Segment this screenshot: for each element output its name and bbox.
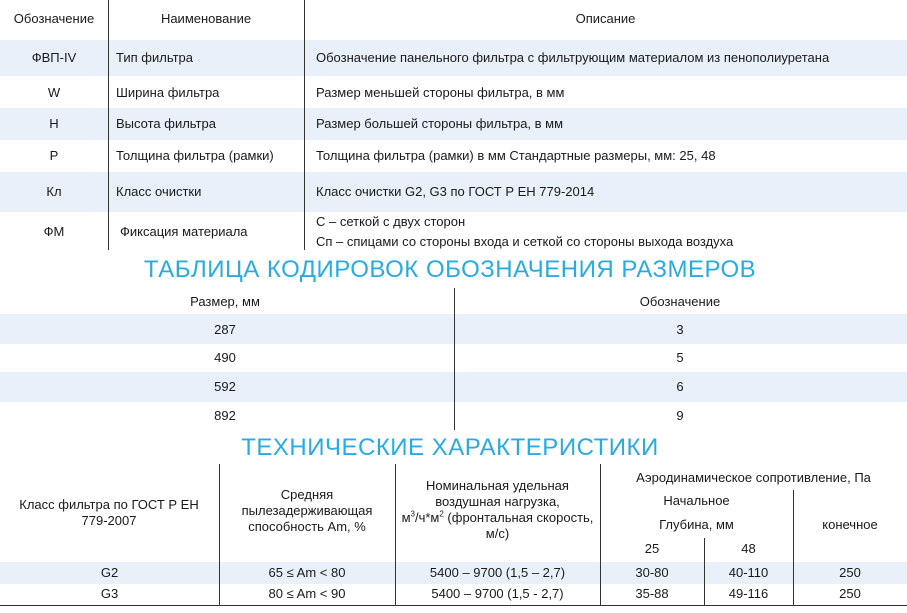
header-size: Размер, мм: [190, 294, 260, 309]
row-code: ФВП-IV: [31, 50, 77, 65]
unit-post: (фронтальная скорость, м/с): [443, 510, 594, 541]
row-desc: Обозначение панельного фильтра с фильтрующим материалом из пенополиуретана: [316, 50, 830, 65]
row-code: W: [47, 85, 61, 100]
row-name: Фиксация материала: [120, 224, 248, 239]
header-depth-48: 48: [741, 541, 756, 556]
column-divider: [219, 464, 220, 606]
row-desc: Размер меньшей стороны фильтра, в мм: [316, 85, 565, 100]
size-value: 592: [214, 379, 236, 394]
size-value: 287: [214, 322, 236, 337]
row-d25: 30-80: [635, 565, 669, 580]
row-name: Класс очистки: [116, 184, 202, 199]
row-code: P: [49, 148, 59, 163]
row-desc: Размер большей стороны фильтра, в мм: [316, 116, 564, 131]
row-final: 250: [839, 586, 861, 601]
row-name: Ширина фильтра: [116, 85, 220, 100]
row-class: G3: [100, 586, 119, 601]
header-air-load: [400, 478, 595, 542]
designation-value: 3: [676, 322, 684, 337]
header-final: конечное: [822, 517, 878, 532]
row-code: H: [49, 116, 59, 131]
row-final: 250: [839, 565, 861, 580]
row-name: Тип фильтра: [116, 50, 193, 65]
row-desc: Толщина фильтра (рамки) в мм Стандартные размеры, мм: 25, 48: [316, 148, 716, 163]
designation-value: 5: [676, 350, 684, 365]
row-code: ФМ: [43, 224, 65, 239]
header-designation: Обозначение: [639, 294, 721, 309]
header-code: Обозначение: [13, 11, 95, 26]
row-desc-line2: Сп – спицами со стороны входа и сеткой со стороны выхода воздуха: [316, 234, 734, 249]
size-value: 892: [214, 408, 236, 423]
designation-value: 6: [676, 379, 684, 394]
row-name: Толщина фильтра (рамки): [116, 148, 274, 163]
section-title-sizes: ТАБЛИЦА КОДИРОВОК ОБОЗНАЧЕНИЯ РАЗМЕРОВ: [143, 256, 757, 283]
row-d48: 49-116: [728, 586, 769, 601]
unit-m: м: [401, 510, 411, 525]
row-d48: 40-110: [728, 565, 769, 580]
row-am: 65 ≤ Am < 80: [268, 565, 346, 580]
size-value: 490: [214, 350, 236, 365]
bottom-rule: [0, 605, 907, 606]
row-load: 5400 – 9700 (1,5 - 2,7): [431, 586, 564, 601]
row-desc: Класс очистки G2, G3 по ГОСТ Р ЕН 779-2014: [316, 184, 595, 199]
row-code: Кл: [46, 184, 62, 199]
header-desc: Описание: [575, 11, 636, 26]
row-class: G2: [100, 565, 119, 580]
column-divider: [454, 288, 455, 430]
unit-sup-3: 3: [410, 509, 415, 519]
header-air-load-unit: [400, 510, 595, 542]
header-air-load-line1: Номинальная удельная воздушная нагрузка,: [426, 478, 569, 509]
unit-sup-2: 2: [439, 509, 444, 519]
row-d25: 35-88: [635, 586, 669, 601]
column-divider: [304, 0, 305, 250]
header-depth-25: 25: [644, 541, 660, 556]
header-depth: Глубина, мм: [659, 517, 734, 532]
header-name: Наименование: [160, 11, 252, 26]
row-name: Высота фильтра: [116, 116, 216, 131]
header-filter-class: Класс фильтра по ГОСТ Р ЕН 779-2007: [19, 497, 199, 528]
column-divider: [395, 464, 396, 606]
header-initial: Начальное: [663, 493, 730, 508]
row-load: 5400 – 9700 (1,5 – 2,7): [429, 565, 566, 580]
section-title-tech: ТЕХНИЧЕСКИЕ ХАРАКТЕРИСТИКИ: [241, 434, 659, 461]
column-divider: [108, 0, 109, 250]
designation-value: 9: [676, 408, 684, 423]
header-dust-holding: Средняя пылезадерживающая способность Am, %: [241, 487, 373, 534]
unit-mid: /ч*м: [414, 510, 440, 525]
header-aero-resistance: Аэродинамическое сопротивление, Па: [636, 470, 871, 485]
row-desc: С – сеткой с двух сторон: [316, 214, 466, 229]
row-am: 80 ≤ Am < 90: [268, 586, 346, 601]
